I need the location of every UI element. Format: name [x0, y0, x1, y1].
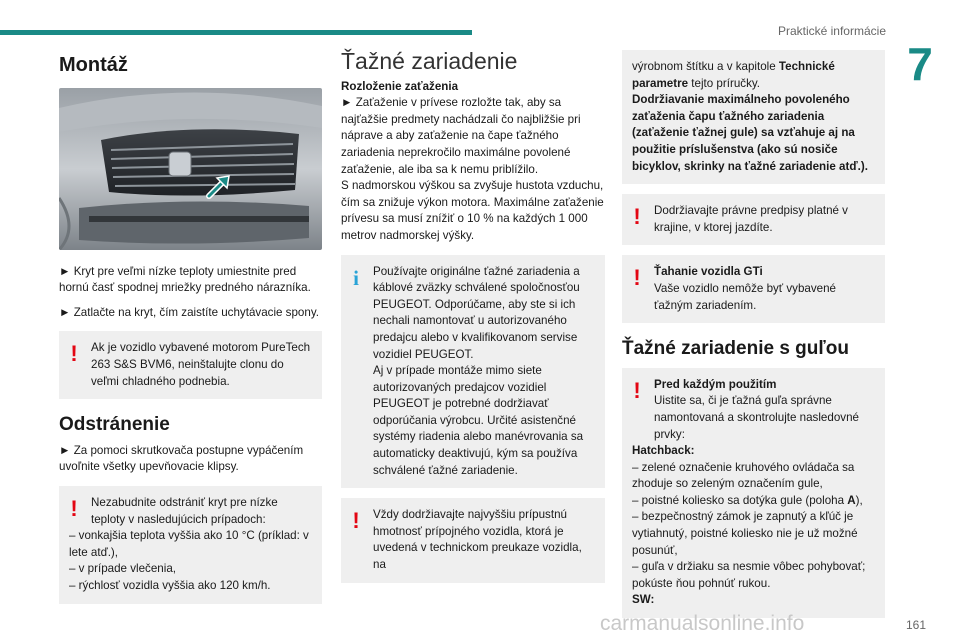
warning-item: – v prípade vlečenia, [69, 562, 176, 576]
warning-text: Vaše vozidlo nemôže byť vybavené ťažným zariadením. [654, 281, 837, 312]
warning-box-legal [622, 194, 885, 245]
paragraph-removal: ► Za pomoci skrutkovača postupne vypáčením uvoľnite všetky upevňovacie klipsy. [59, 443, 304, 474]
heading-odstranenie: Odstránenie [59, 414, 170, 436]
check-item: – guľa v držiaku sa nesmie vôbec pohybovať; pokúste ňou pohnúť rukou. [632, 560, 866, 590]
column-2 [341, 50, 605, 593]
warning-box-gti [622, 255, 885, 323]
warning-text: Dodržiavajte právne predpisy platné v krajine, v ktorej jazdíte. [654, 204, 848, 234]
warning-box-removal [59, 486, 322, 604]
watermark: carmanualsonline.info [600, 612, 805, 635]
warning-title: Ťahanie vozidla GTi [654, 265, 763, 279]
warning-title: Pred každým použitím [654, 377, 777, 391]
check-item: – zelené označenie kruhového ovládača sa zhoduje so zeleným označením gule, [632, 460, 855, 491]
warning-text: Ak je vozidlo vybavené motorom PureTech 263 S&S BVM6, neinštalujte clonu do veľmi chladného podnebia. [91, 341, 311, 388]
column-3 [622, 50, 885, 628]
warning-item: – vonkajšia teplota vyššia ako 10 °C (príklad: v lete atď.), [69, 529, 309, 559]
continued-bold-text: Dodržiavanie maximálneho povoleného zaťaženia čapu ťažného zariadenia (zaťaženie ťažnej gule) sa vzťahuje aj na použitie príslušenstva (ako sú nosiče bicyklov, skrinky na ťažné zariadenie atď.). [632, 93, 868, 173]
warning-text: Vždy dodržiavajte najvyššiu prípustnú hmotnosť prípojného vozidla, ktorá je uvedená v technickom preukaze vozidla, na [373, 508, 582, 572]
info-box-genuine [341, 255, 605, 489]
warning-exclamation-icon: ! [633, 204, 641, 230]
column-1 [59, 50, 322, 614]
paragraph-install-2: ► Zatlačte na kryt, čím zaistíte uchytávacie spony. [59, 305, 319, 319]
paragraph-load-1: ► Zaťaženie v prívese rozložte tak, aby sa najťažšie predmety nachádzali čo najbližšie pri náprave a aby zaťaženie na čape ťažného zariadenia neprekročilo maximálne povolené zaťaženie, ale iba sa k nemu priblížilo. [341, 96, 581, 176]
chapter-number: 7 [907, 38, 933, 90]
info-icon: i [353, 265, 359, 290]
heading-towbar-ball: Ťažné zariadenie s guľou [622, 338, 849, 360]
section-title: Praktické informácie [777, 24, 886, 38]
car-front-grille-photo [59, 88, 322, 250]
subheading-load: Rozloženie zaťaženia [341, 79, 459, 93]
check-item: – poistné koliesko sa dotýka gule (poloha A), [632, 493, 863, 507]
warning-box-weight [341, 498, 605, 582]
warning-box-puretech [59, 331, 322, 399]
heading-montaz: Montáž [59, 54, 128, 76]
check-item: – bezpečnostný zámok je zapnutý a kľúč je vytiahnutý, poistné koliesko nie je už možné posunúť, [632, 510, 858, 557]
page-number: 161 [905, 618, 926, 632]
warning-text: Uistite sa, či je ťažná guľa správne namontovaná a skontrolujte nasledovné prvky: [654, 394, 859, 441]
grille-illustration [59, 88, 322, 250]
warning-exclamation-icon: ! [70, 495, 78, 521]
warning-item: – rýchlosť vozidla vyššia ako 120 km/h. [69, 578, 271, 592]
sw-label: SW: [632, 593, 655, 607]
warning-exclamation-icon: ! [70, 341, 78, 367]
hatchback-label: Hatchback: [632, 444, 695, 458]
warning-exclamation-icon: ! [352, 508, 360, 534]
continued-box [622, 50, 885, 184]
warning-exclamation-icon: ! [633, 265, 641, 291]
continued-text: výrobnom štítku a v kapitole Technické parametre tejto príručky. [632, 60, 835, 90]
header-accent-bar [0, 30, 472, 35]
warning-exclamation-icon: ! [633, 377, 641, 403]
paragraph-load-2: S nadmorskou výškou sa zvyšuje hustota vzduchu, čím sa znižuje výkon motora. Maximálne zaťaženie prívesu sa musí znížiť o 10 % na každých 1 000 metrov nadmorskej výšky. [341, 179, 604, 242]
heading-tazne-zariadenie: Ťažné zariadenie [341, 48, 518, 74]
info-text: Používajte originálne ťažné zariadenia a káblové zväzky schválené spoločnosťou PEUGEOT. Odporúčame, aby ste si ich nechali namontovať u autorizovaného predajcu alebo v kvalifikovanom servise vozidiel PEUGEOT. Aj v prípade montáže mimo siete autorizovaných predajcov vozidiel PEUGEOT je potrebné dodržiavať odporúčania výrobcu. Určité asistenčné systémy riadenia alebo manévrovania sa automaticky deaktivujú, kým sa používa schválené ťažné zariadenie. [373, 264, 584, 477]
warning-text: Nezabudnite odstrániť kryt pre nízke teploty v nasledujúcich prípadoch: [91, 495, 278, 526]
paragraph-install-1: ► Kryt pre veľmi nízke teploty umiestnite pred hornú časť spodnej mriežky predného nárazníka. [59, 264, 311, 295]
warning-box-checks [622, 368, 885, 618]
